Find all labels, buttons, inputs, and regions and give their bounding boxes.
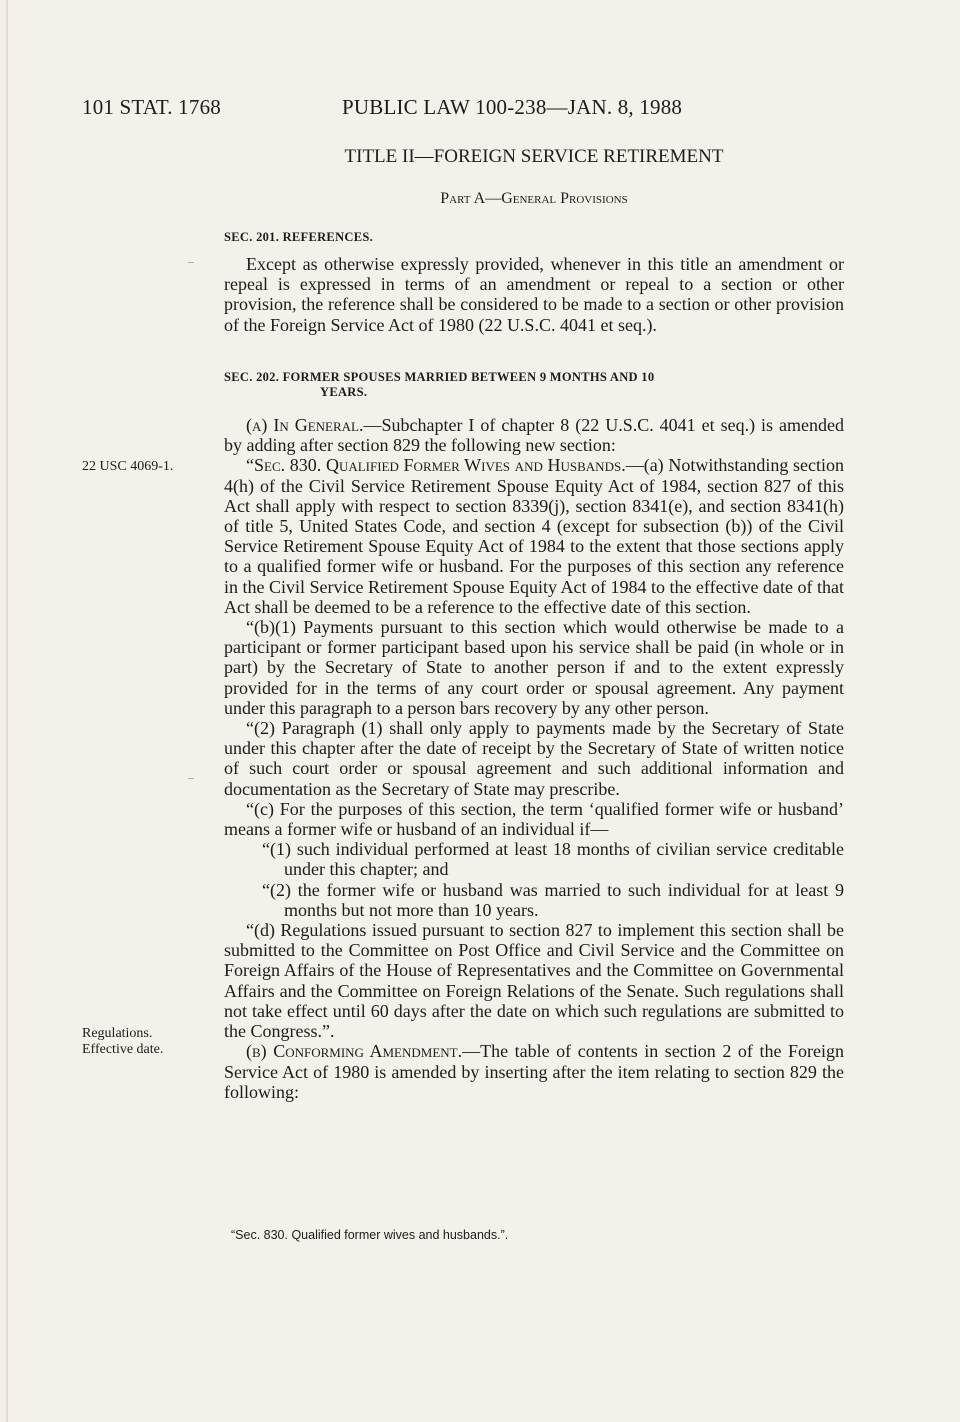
stat-reference: 101 STAT. 1768 [82,95,221,119]
section-830-c1: “(1) such individual performed at least 18 months of civilian service creditable under this chapter; and [262,839,844,880]
section-830-label: “Sec. 830. Qualified Former Wives and Husbands. [246,455,626,476]
part-heading: Part A—General Provisions [440,190,628,207]
section-202-heading-line2: YEARS. [320,385,368,399]
subsection-b [224,1041,844,1102]
section-830-a-text: —(a) Notwithstanding section 4(h) of the Civil Service Retirement Spouse Equity Act of 1984, section 827 of this Act shall apply with respect to section 8339(j), section 8341(e), and section 8341(h) of title 5, United States Code, and section 4 (except for subsection (b)) of the Civil Service Retirement Spouse Equity Act of 1984 to the extent that those sections apply to a qualified former wife or husband. For the purposes of this section any reference in the Civil Service Retirement Spouse Equity Act of 1984 to the effective date of that Act shall be deemed to be a reference to the effective date of this section. [224,455,845,617]
section-830-c2: “(2) the former wife or husband was married to such individual for at least 9 months but not more than 10 years. [262,879,844,920]
section-830-b2: “(2) Paragraph (1) shall only apply to payments made by the Secretary of State under this chapter after the date of receipt by the Secretary of State of written notice of such court order or spousal agreement and such additional information and documentation as the Secretary of State may prescribe. [224,718,844,799]
margin-note-usc: 22 USC 4069-1. [82,459,174,474]
margin-tick [188,778,194,779]
section-830-b1: “(b)(1) Payments pursuant to this section which would otherwise be made to a participant or former participant based upon his service shall be paid (in whole or in part) by the Secretary of State to another person if and to the extent expressly provided for in the terms of any court order or spousal agreement. Any payment under this paragraph to a person bars recovery by any other person. [224,617,844,718]
margin-note-regulations-label: Regulations. [82,1026,153,1041]
margin-note-regulations [82,1026,163,1058]
page-edge [6,0,8,1422]
section-202-heading [224,370,844,400]
section-830-c: “(c) For the purposes of this section, the term ‘qualified former wife or husband’ means a former wife or husband of an individual if— [224,798,844,840]
public-law-reference: PUBLIC LAW 100-238—JAN. 8, 1988 [342,95,683,119]
section-201-heading: SEC. 201. REFERENCES. [224,230,374,244]
subsection-b-label: (b) Conforming Amendment. [246,1041,463,1062]
subsection-b-text: —The table of contents in section 2 of the Foreign Service Act of 1980 is amended by inserting after the item relating to section 829 the following: [224,1041,844,1102]
subsection-a-label: (a) In General. [246,415,364,435]
title-heading: TITLE II—FOREIGN SERVICE RETIREMENT [344,146,724,167]
table-of-contents-entry: “Sec. 830. Qualified former wives and husbands.”. [231,1228,509,1242]
section-201-body [224,254,844,335]
section-830-a [224,455,844,617]
subsection-a [224,415,844,455]
section-202-body [224,415,844,1102]
section-830-d: “(d) Regulations issued pursuant to section 827 to implement this section shall be submitted to the Committee on Post Office and Civil Service and the Committee on Foreign Affairs of the House of Representatives and the Committee on Governmental Affairs and the Committee on Foreign Relations of the Senate. Such regulations shall not take effect until 60 days after the date on which such regulations are submitted to the Congress.”. [224,920,844,1042]
margin-tick [188,262,194,263]
margin-note-effective-date: Effective date. [82,1042,164,1057]
section-202-heading-line1: SEC. 202. FORMER SPOUSES MARRIED BETWEEN 9 MONTHS AND 10 [224,370,655,384]
section-201-text: Except as otherwise expressly provided, whenever in this title an amendment or repeal is expressed in terms of an amendment or repeal to a section or other provision, the reference shall be considered to be made to a section or other provision of the Foreign Service Act of 1980 (22 U.S.C. 4041 et seq.). [224,254,844,335]
subsection-a-text: —Subchapter I of chapter 8 (22 U.S.C. 4041 et seq.) is amended by adding after section 829 the following new section: [224,415,844,456]
